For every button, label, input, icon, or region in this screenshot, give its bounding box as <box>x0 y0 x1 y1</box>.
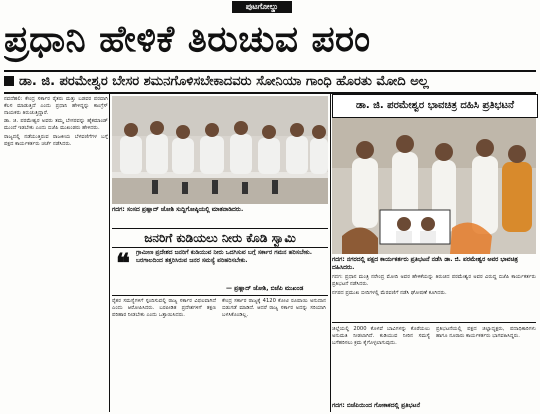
left-column <box>4 96 108 412</box>
quote-mark-icon: ❝ <box>116 249 130 279</box>
column-divider <box>109 94 110 412</box>
right-box-title: ಡಾ. ಜಿ. ಪರಮೇಶ್ವರ ಭಾವಚಿತ್ರ ದಹಿಸಿ ಪ್ರತಿಭಟನೆ <box>332 94 538 118</box>
section-tag: ಪುಟಗೋಲ್ಡು <box>232 1 292 13</box>
photo-right-caption: ಗದಗ: ನಗರದಲ್ಲಿ ಪಕ್ಷದ ಕಾರ್ಯಕರ್ತರು ಪ್ರತಿಭಟನೆ ನಡೆಸಿ ಡಾ. ಜಿ. ಪರಮೇಶ್ವರ ಅವರ ಭಾವಚಿತ್ರ ದಹಿಸಿದರು. <box>332 256 518 271</box>
bottom-column: ಪ್ರತಿಭಟನೆಯಲ್ಲಿ ಪಕ್ಷದ ಜಿಲ್ಲಾಧ್ಯಕ್ಷರು, ಪದಾಧಿಕಾರಿಗಳು ಹಾಗೂ ನೂರಾರು ಕಾರ್ಯಕರ್ತರು ಭಾಗವಹಿಸಿದ್ದರು. <box>436 326 536 339</box>
subheadline <box>4 70 536 94</box>
column-divider <box>330 94 331 412</box>
right-paragraph: ನಗರದ ಪ್ರಮುಖ ಬೀದಿಗಳಲ್ಲಿ ಮೆರವಣಿಗೆ ನಡೆಸಿ ಘೋಷಣೆ ಕೂಗಿದರು. <box>332 289 447 296</box>
photo-press-meet <box>112 96 328 204</box>
bottom-column: ರೈತರ ಸಮಸ್ಯೆಗಳಿಗೆ ಸ್ಪಂದಿಸುವಲ್ಲಿ ರಾಜ್ಯ ಸರ್ಕಾರ ವಿಫಲವಾಗಿದೆ ಎಂದು ಆರೋಪಿಸಿದರು. ಬರಪೀಡಿತ ಪ್ರದೇಶಗಳಿಗೆ ತಕ್ಷಣ ಪರಿಹಾರ ನೀಡಬೇಕು ಎಂದು ಒತ್ತಾಯಿಸಿದರು. <box>112 298 216 318</box>
photo-left-caption: ಗದಗ: ಸಂಸದ ಪ್ರಹ್ಲಾದ್ ಜೋಶಿ ಸುದ್ದಿಗೋಷ್ಠಿಯಲ್ಲಿ ಮಾತನಾಡಿದರು. <box>112 206 244 213</box>
bottom-column: ಕೇಂದ್ರ ಸರ್ಕಾರ ರಾಜ್ಯಕ್ಕೆ 4120 ಕೋಟಿ ರೂಪಾಯಿ ಅನುದಾನ ಬಿಡುಗಡೆ ಮಾಡಿದೆ. ಆದರೆ ರಾಜ್ಯ ಸರ್ಕಾರ ಅದನ್ನು ಸರಿಯಾಗಿ ಬಳಸಿಕೊಂಡಿಲ್ಲ. <box>222 298 326 318</box>
protest-illustration <box>332 118 536 254</box>
pullquote-rule <box>112 295 328 296</box>
headline: ಪ್ರಧಾನಿ ಹೇಳಿಕೆ ತಿರುಚುವ ಪರಂ <box>4 19 371 60</box>
right-paragraph: ಗದಗ: ಪ್ರಧಾನ ಮಂತ್ರಿ ನರೇಂದ್ರ ಮೋದಿ ಅವರ ಹೇಳಿಕೆಯನ್ನು ತಿರುಚಿದ ಪರಮೇಶ್ವರ ಅವರ ವಿರುದ್ಧ ಬಿಜೆಪಿ ಕಾರ್ಯಕರ್ತರು ಪ್ರತಿಭಟನೆ ನಡೆಸಿದರು. <box>332 274 536 287</box>
pullquote-text: ಗ್ರಾಮೀಣ ಪ್ರದೇಶದ ಜನರಿಗೆ ಕುಡಿಯುವ ನೀರು ಒದಗಿಸುವ ಬಗ್ಗೆ ಸರ್ಕಾರ ಗಮನ ಹರಿಸಬೇಕು. ಬರಗಾಲದಿಂದ ತತ್ತರಿಸಿರುವ ಜನರ ಸಮಸ್ಯೆ ಪರಿಹರಿಸಬೇಕು. <box>136 249 313 264</box>
right-column <box>332 274 536 320</box>
subheadline-text: ಡಾ. ಜಿ. ಪರಮೇಶ್ವರ ಬೇಸರ ಶಮನಗೊಳಿಸಬೇಕಾದವರು ಸೋನಿಯಾ ಗಾಂಧಿ ಹೊರತು ಮೋದಿ ಅಲ್ಲ <box>19 74 429 89</box>
press-meet-illustration <box>112 96 328 204</box>
bottom-rule <box>332 322 536 323</box>
bottom-column: ಜಿಲ್ಲೆಯಲ್ಲಿ 2000 ಕೊಳವೆ ಬಾವಿಗಳನ್ನು ಕೊರೆಯಲು ಅನುಮತಿ ನೀಡಲಾಗಿದೆ. ಕುಡಿಯುವ ನೀರಿನ ಸಮಸ್ಯೆ ಬಗೆಹರಿಸಲು ಕ್ರಮ ಕೈಗೊಳ್ಳಲಾಗುವುದು. <box>332 326 430 346</box>
pullquote-credit: — ಪ್ರಹ್ಲಾದ್ ಜೋಶಿ, ಬಿಜೆಪಿ ಮುಖಂಡ <box>226 285 304 292</box>
left-paragraph: ರಾಜ್ಯದಲ್ಲಿ ನಡೆಯುತ್ತಿರುವ ರಾಜಕೀಯ ಬೆಳವಣಿಗೆಗಳ ಬಗ್ಗೆ ಪಕ್ಷದ ಕಾರ್ಯಕರ್ತರು ಚರ್ಚೆ ನಡೆಸಿದರು. <box>4 133 108 147</box>
pullquote-title: ಜನರಿಗೆ ಕುಡಿಯಲು ನೀರು ಕೊಡಿ ಸ್ವಾಮಿ <box>112 228 328 248</box>
bullet-icon <box>4 76 14 86</box>
photo-protest <box>332 118 536 254</box>
left-paragraph: ನವದೆಹಲಿ: ಕೇಂದ್ರ ಸರ್ಕಾರ ರೈತರು ಮತ್ತು ಬಡವರ ಪರವಾಗಿ ಕೆಲಸ ಮಾಡುತ್ತಿದೆ ಎಂದು ಪ್ರಧಾನಿ ಹೇಳಿದ್ದನ್ನು ಕಾಂಗ್ರೆಸ್ ನಾಯಕರು ತಿರುಚುತ್ತಿದ್ದಾರೆ. <box>4 96 108 116</box>
left-paragraph: ಡಾ. ಜಿ. ಪರಮೇಶ್ವರ ಅವರು ತಮ್ಮ ಬೇಸರವನ್ನು ಹೈಕಮಾಂಡ್ ಮುಂದೆ ಇಡಬೇಕು ಎಂದು ಬಿಜೆಪಿ ಮುಖಂಡರು ಹೇಳಿದರು. <box>4 118 108 132</box>
bottom-byline: ಗದಗ: ಬಿಜೆಪಿಯಿಂದ ಗೋಕಾಕದಲ್ಲಿ ಪ್ರತಿಭಟನೆ <box>332 402 421 409</box>
